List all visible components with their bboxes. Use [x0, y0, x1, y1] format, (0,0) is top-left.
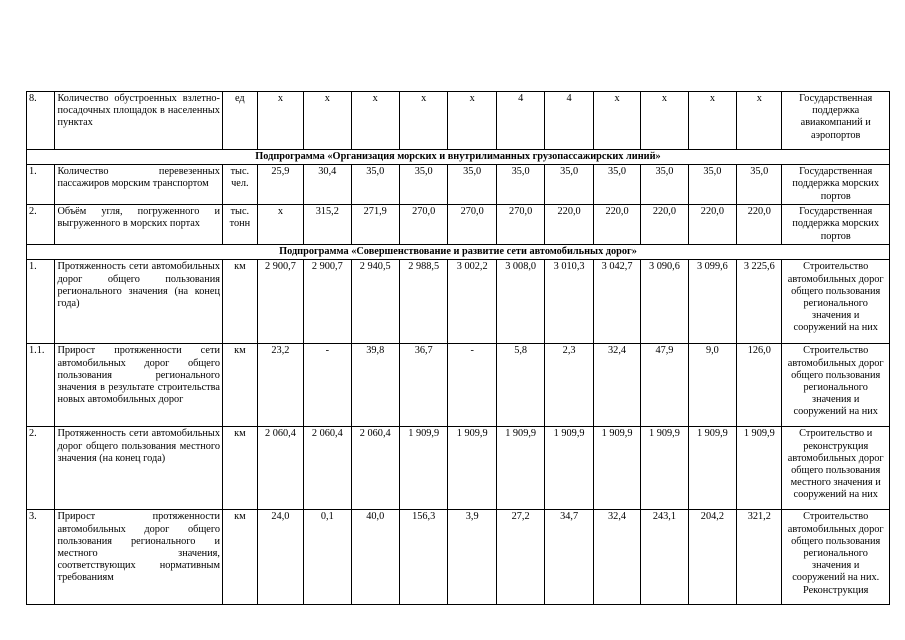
value-cell: 30,4: [304, 165, 351, 205]
unit-cell: км: [222, 427, 257, 510]
unit-cell: тыс. тонн: [222, 205, 257, 245]
subprogram-row: [27, 150, 890, 165]
value-cell: 36,7: [399, 344, 447, 427]
value-cell: 243,1: [641, 510, 688, 605]
indicator-name: Количество обустроенных взлетно-посадочных площадок в населенных пунктах: [55, 92, 223, 150]
value-cell: 1 909,9: [641, 427, 688, 510]
value-cell: 2 060,4: [304, 427, 351, 510]
indicator-name: Прирост протяженности автомобильных дорог общего пользования регионального и местного значения, соответствующих нормативным требованиям: [55, 510, 223, 605]
value-cell: 270,0: [448, 205, 496, 245]
indicator-name: Объём угля, погруженного и выгруженного в морских портах: [55, 205, 223, 245]
subprogram-row: [27, 245, 890, 260]
program-note: Строительство и реконструкция автомобильных дорог общего пользования местного значения и сооружений на них: [782, 427, 890, 510]
value-cell: 220,0: [688, 205, 736, 245]
value-cell: 2 940,5: [351, 260, 399, 344]
value-cell: х: [593, 92, 640, 150]
program-note: Государственная поддержка морских портов: [782, 165, 890, 205]
table-row: [27, 165, 890, 205]
program-note: Государственная поддержка морских портов: [782, 205, 890, 245]
value-cell: 220,0: [593, 205, 640, 245]
program-note: Государственная поддержка авиакомпаний и аэропортов: [782, 92, 890, 150]
value-cell: х: [688, 92, 736, 150]
subprogram-title: Подпрограмма «Организация морских и внутрилиманных грузопассажирских линий»: [27, 150, 890, 165]
value-cell: 220,0: [641, 205, 688, 245]
value-cell: 35,0: [351, 165, 399, 205]
value-cell: х: [641, 92, 688, 150]
value-cell: 271,9: [351, 205, 399, 245]
value-cell: х: [448, 92, 496, 150]
value-cell: 35,0: [545, 165, 593, 205]
value-cell: 4: [545, 92, 593, 150]
value-cell: 3,9: [448, 510, 496, 605]
value-cell: 204,2: [688, 510, 736, 605]
indicator-name: Протяженность сети автомобильных дорог общего пользования местного значения (на конец года): [55, 427, 223, 510]
value-cell: 35,0: [399, 165, 447, 205]
value-cell: 40,0: [351, 510, 399, 605]
value-cell: -: [304, 344, 351, 427]
value-cell: 2 900,7: [257, 260, 303, 344]
value-cell: 1 909,9: [737, 427, 782, 510]
row-number: 2.: [27, 205, 55, 245]
value-cell: -: [448, 344, 496, 427]
value-cell: 35,0: [448, 165, 496, 205]
value-cell: 3 099,6: [688, 260, 736, 344]
value-cell: 39,8: [351, 344, 399, 427]
indicators-table: [26, 91, 890, 605]
row-number: 3.: [27, 510, 55, 605]
value-cell: 35,0: [688, 165, 736, 205]
value-cell: 1 909,9: [593, 427, 640, 510]
value-cell: 24,0: [257, 510, 303, 605]
unit-cell: ед: [222, 92, 257, 150]
value-cell: 32,4: [593, 344, 640, 427]
value-cell: 1 909,9: [496, 427, 544, 510]
value-cell: 270,0: [399, 205, 447, 245]
value-cell: 3 042,7: [593, 260, 640, 344]
table-row: [27, 344, 890, 427]
value-cell: 2 988,5: [399, 260, 447, 344]
value-cell: 3 010,3: [545, 260, 593, 344]
row-number: 1.1.: [27, 344, 55, 427]
value-cell: 4: [496, 92, 544, 150]
value-cell: 1 909,9: [448, 427, 496, 510]
indicator-name: Количество перевезенных пассажиров морским транспортом: [55, 165, 223, 205]
value-cell: 1 909,9: [399, 427, 447, 510]
value-cell: 5,8: [496, 344, 544, 427]
value-cell: 47,9: [641, 344, 688, 427]
value-cell: 321,2: [737, 510, 782, 605]
value-cell: 9,0: [688, 344, 736, 427]
value-cell: 2 060,4: [257, 427, 303, 510]
program-note: Строительство автомобильных дорог общего пользования регионального значения и сооружений на них: [782, 344, 890, 427]
value-cell: х: [737, 92, 782, 150]
value-cell: 220,0: [545, 205, 593, 245]
value-cell: 156,3: [399, 510, 447, 605]
value-cell: х: [351, 92, 399, 150]
table-row: [27, 427, 890, 510]
value-cell: 2 900,7: [304, 260, 351, 344]
program-note: Строительство автомобильных дорог общего пользования регионального значения и сооружений на них: [782, 260, 890, 344]
value-cell: 34,7: [545, 510, 593, 605]
unit-cell: тыс. чел.: [222, 165, 257, 205]
value-cell: 0,1: [304, 510, 351, 605]
row-number: 2.: [27, 427, 55, 510]
value-cell: 3 090,6: [641, 260, 688, 344]
unit-cell: км: [222, 260, 257, 344]
value-cell: 23,2: [257, 344, 303, 427]
row-number: 8.: [27, 92, 55, 150]
value-cell: 315,2: [304, 205, 351, 245]
value-cell: 3 002,2: [448, 260, 496, 344]
value-cell: 2,3: [545, 344, 593, 427]
table-row: [27, 92, 890, 150]
table-row: [27, 205, 890, 245]
value-cell: х: [257, 205, 303, 245]
unit-cell: км: [222, 510, 257, 605]
value-cell: 126,0: [737, 344, 782, 427]
value-cell: 2 060,4: [351, 427, 399, 510]
value-cell: 1 909,9: [545, 427, 593, 510]
value-cell: х: [257, 92, 303, 150]
program-note: Строительство автомобильных дорог общего пользования регионального значения и сооружений на них. Реконструкция: [782, 510, 890, 605]
unit-cell: км: [222, 344, 257, 427]
value-cell: 35,0: [496, 165, 544, 205]
value-cell: 25,9: [257, 165, 303, 205]
row-number: 1.: [27, 260, 55, 344]
value-cell: х: [399, 92, 447, 150]
value-cell: 35,0: [641, 165, 688, 205]
row-number: 1.: [27, 165, 55, 205]
value-cell: 27,2: [496, 510, 544, 605]
value-cell: 32,4: [593, 510, 640, 605]
value-cell: 35,0: [737, 165, 782, 205]
value-cell: 3 008,0: [496, 260, 544, 344]
table-row: [27, 260, 890, 344]
indicator-name: Прирост протяженности сети автомобильных дорог общего пользования регионального значения в результате строительства новых автомобильных дорог: [55, 344, 223, 427]
value-cell: 35,0: [593, 165, 640, 205]
value-cell: 270,0: [496, 205, 544, 245]
value-cell: х: [304, 92, 351, 150]
subprogram-title: Подпрограмма «Совершенствование и развитие сети автомобильных дорог»: [27, 245, 890, 260]
value-cell: 220,0: [737, 205, 782, 245]
value-cell: 3 225,6: [737, 260, 782, 344]
indicator-name: Протяженность сети автомобильных дорог общего пользования регионального значения (на конец года): [55, 260, 223, 344]
value-cell: 1 909,9: [688, 427, 736, 510]
table-row: [27, 510, 890, 605]
